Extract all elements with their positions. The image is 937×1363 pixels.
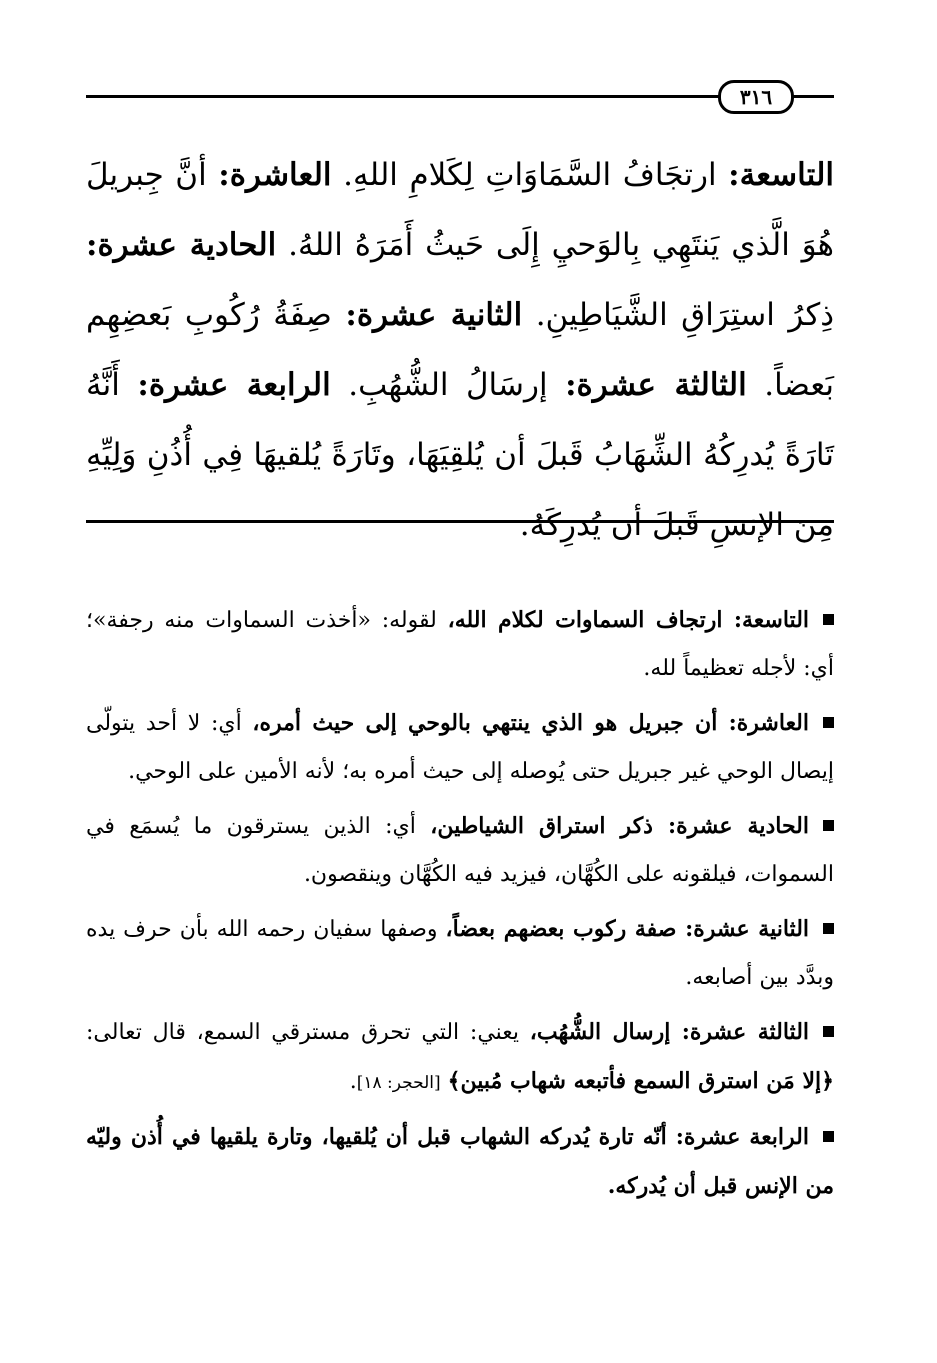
sentence-end: . xyxy=(349,1069,357,1094)
section-divider xyxy=(86,520,834,523)
commentary-label: العاشرة: أن جبريل هو الذي ينتهي بالوحي إلى حيث أمره، xyxy=(252,710,809,736)
commentary-section xyxy=(86,596,834,1217)
commentary-item-11 xyxy=(86,802,834,899)
square-bullet-icon xyxy=(823,923,834,934)
matn-text-9: ارتجَافُ السَّمَاوَاتِ لِكَلامِ اللهِ. xyxy=(343,157,717,193)
commentary-label: الحادية عشرة: ذكر استراق الشياطين، xyxy=(430,813,809,839)
commentary-item-14 xyxy=(86,1113,834,1211)
matn-text-13: إرسَالُ الشُّهُبِ. xyxy=(348,367,548,403)
commentary-text: أي: لا أحد يتولّى إيصال الوحي غير جبريل حتى يُوصله إلى حيث أمره به؛ لأنه الأمين على الوحي. xyxy=(86,711,834,784)
commentary-label: الرابعة عشرة: أنّه تارة يُدركه الشهاب قبل أن يُلقيها، وتارة يلقيها في أُذن وليّه من الإنس قبل أن يُدركه. xyxy=(86,1124,834,1199)
matn-label-9: التاسعة: xyxy=(728,157,835,193)
matn-text xyxy=(86,140,834,560)
matn-label-13: الثالثة عشرة: xyxy=(565,367,747,403)
page-header xyxy=(86,78,834,112)
square-bullet-icon xyxy=(823,1131,834,1142)
square-bullet-icon xyxy=(823,614,834,625)
commentary-text: لقوله: «أخذت السماوات منه رجفة»؛ أي: لأجله تعظيماً لله. xyxy=(86,608,834,681)
commentary-label: الثانية عشرة: صفة ركوب بعضهم بعضاً، xyxy=(445,916,810,942)
commentary-item-10 xyxy=(86,699,834,796)
matn-label-12: الثانية عشرة: xyxy=(345,297,523,333)
commentary-text: وصفها سفيان رحمه الله بأن حرف يده وبدَّد بين أصابعه. xyxy=(86,917,834,990)
page-number: ٣١٦ xyxy=(718,80,794,114)
quran-quote: ﴿إلا مَن استرق السمع فأتبعه شهاب مُبين﴾ xyxy=(447,1068,834,1094)
matn-text-11: ذِكرُ استِرَاقِ الشَّيَاطِينِ. xyxy=(535,297,835,333)
commentary-text: أي: الذين يسترقون ما يُسمَع في السموات، فيلقونه على الكُهَّان، فيزيد فيه الكُهَّان وينقصون. xyxy=(86,814,834,887)
matn-label-14: الرابعة عشرة: xyxy=(137,367,331,403)
commentary-item-12 xyxy=(86,905,834,1002)
matn-text-14: أَنَّهُ تَارَةً يُدرِكُهُ الشِّهَابُ قَبلَ أن يُلقِيَهَا، وتَارَةً يُلقيهَا فِي أُذُنِ وَلِيِّهِ مِنَ الإنسِ قَبلَ أن يُدرِكَهُ. xyxy=(86,367,834,543)
square-bullet-icon xyxy=(823,717,834,728)
commentary-label: الثالثة عشرة: إرسال الشُّهُب، xyxy=(529,1019,810,1045)
commentary-item-13 xyxy=(86,1008,834,1107)
square-bullet-icon xyxy=(823,1026,834,1037)
commentary-item-9 xyxy=(86,596,834,693)
matn-text-10: أنَّ جِبريلَ هُوَ الَّذي يَنتَهِي بِالوَحيِ إِلَى حَيثُ أَمَرَهُ اللهُ. xyxy=(86,157,834,263)
quran-reference: [الحجر: ١٨] xyxy=(356,1073,441,1093)
square-bullet-icon xyxy=(823,820,834,831)
commentary-text: يعني: التي تحرق مسترقي السمع، قال تعالى: xyxy=(86,1020,520,1045)
matn-label-10: العاشرة: xyxy=(218,157,332,193)
matn-label-11: الحادية عشرة: xyxy=(86,227,277,263)
matn-text-12: صِفَةُ رُكُوبِ بَعضِهِم بَعضاً. xyxy=(86,297,834,403)
commentary-label: التاسعة: ارتجاف السماوات لكلام الله، xyxy=(447,607,810,633)
